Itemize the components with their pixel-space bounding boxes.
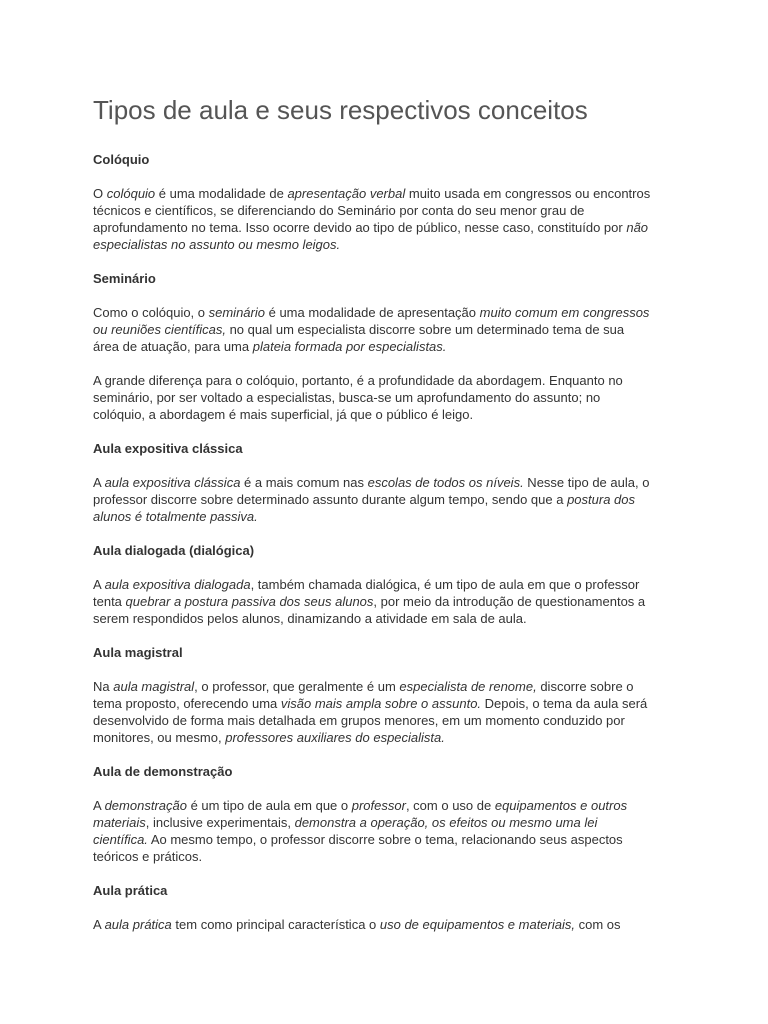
text-run: A xyxy=(93,798,105,813)
italic-text: aula expositiva dialogada xyxy=(104,577,251,592)
text-run: , o professor, que geralmente é um xyxy=(194,679,400,694)
section-paragraph xyxy=(93,797,683,865)
text-run: Como o colóquio, o xyxy=(93,305,209,320)
italic-text: demonstração xyxy=(104,798,187,813)
text-line xyxy=(93,797,683,814)
section-paragraph xyxy=(93,474,683,525)
italic-text: não xyxy=(626,220,649,235)
section-heading: Seminário xyxy=(93,271,156,286)
text-line xyxy=(93,406,683,423)
italic-text: seminário xyxy=(208,305,265,320)
text-run: colóquio, a abordagem é mais superficial, já que o público é leigo. xyxy=(93,407,474,422)
text-line xyxy=(93,729,683,746)
text-run: O xyxy=(93,186,107,201)
text-run: , por meio da introdução de questionamentos a xyxy=(373,594,646,609)
text-run: monitores, ou mesmo, xyxy=(93,730,226,745)
text-run: Ao mesmo tempo, o professor discorre sobre o tema, relacionando seus aspectos xyxy=(147,832,623,847)
text-run: , com o uso de xyxy=(405,798,495,813)
text-line xyxy=(93,491,683,508)
section-paragraph xyxy=(93,678,683,746)
italic-text: professor xyxy=(351,798,406,813)
section-heading: Colóquio xyxy=(93,152,150,167)
italic-text: apresentação verbal xyxy=(287,186,406,201)
text-run: tenta xyxy=(93,594,126,609)
text-run: aprofundamento no tema. Isso ocorre devido ao tipo de público, nesse caso, constituído por xyxy=(93,220,627,235)
text-line xyxy=(93,610,683,627)
section xyxy=(93,525,683,627)
text-line xyxy=(93,916,683,933)
italic-text: postura dos xyxy=(567,492,635,507)
italic-text: equipamentos e outros xyxy=(494,798,628,813)
text-line xyxy=(93,678,683,695)
italic-text: uso de equipamentos e materiais, xyxy=(379,917,575,932)
section xyxy=(93,865,683,933)
section-paragraph xyxy=(93,372,683,423)
text-run: teóricos e práticos. xyxy=(93,849,203,864)
italic-text: científica. xyxy=(93,832,148,847)
text-run: , inclusive experimentais, xyxy=(145,815,295,830)
text-run: com os xyxy=(575,917,621,932)
italic-text: especialista de renome, xyxy=(399,679,537,694)
italic-text: alunos é totalmente passiva. xyxy=(93,509,258,524)
sections-container xyxy=(93,151,683,933)
section-paragraph xyxy=(93,304,683,355)
section xyxy=(93,423,683,525)
text-run: tem como principal característica o xyxy=(171,917,380,932)
text-run: serem respondidos pelos alunos, dinamizando a atividade em sala de aula. xyxy=(93,611,527,626)
text-line xyxy=(93,389,683,406)
text-run: A grande diferença para o colóquio, portanto, é a profundidade da abordagem. Enquanto no xyxy=(93,373,623,388)
italic-text: quebrar a postura passiva dos seus alunos xyxy=(125,594,374,609)
text-run: é uma modalidade de xyxy=(155,186,288,201)
text-line xyxy=(93,372,683,389)
text-run: A xyxy=(93,917,105,932)
text-run: é uma modalidade de apresentação xyxy=(264,305,480,320)
italic-text: aula prática xyxy=(104,917,172,932)
italic-text: aula expositiva clássica xyxy=(104,475,241,490)
italic-text: plateia formada por especialistas. xyxy=(252,339,447,354)
section-heading: Aula de demonstração xyxy=(93,764,233,779)
text-run: área de atuação, para uma xyxy=(93,339,253,354)
italic-text: escolas de todos os níveis. xyxy=(367,475,524,490)
italic-text: muito comum em congressos xyxy=(479,305,650,320)
section xyxy=(93,627,683,746)
text-run: é um tipo de aula em que o xyxy=(186,798,352,813)
text-line xyxy=(93,593,683,610)
text-run: tema proposto, oferecendo uma xyxy=(93,696,281,711)
text-line xyxy=(93,338,683,355)
italic-text: materiais xyxy=(93,815,146,830)
section-heading: Aula prática xyxy=(93,883,168,898)
text-line xyxy=(93,508,683,525)
text-run: muito usada em congressos ou encontros xyxy=(405,186,651,201)
text-line xyxy=(93,185,683,202)
text-run: seminário, por ser voltado a especialistas, busca-se um aprofundamento do assunto; no xyxy=(93,390,601,405)
text-run: Nesse tipo de aula, o xyxy=(523,475,650,490)
text-run: A xyxy=(93,577,105,592)
section xyxy=(93,746,683,865)
text-run: A xyxy=(93,475,105,490)
text-run: é a mais comum nas xyxy=(240,475,368,490)
text-line xyxy=(93,712,683,729)
italic-text: demonstra a operação, os efeitos ou mesmo uma lei xyxy=(294,815,598,830)
section-heading: Aula dialogada (dialógica) xyxy=(93,543,255,558)
text-line xyxy=(93,831,683,848)
section-heading: Aula expositiva clássica xyxy=(93,441,243,456)
section xyxy=(93,253,683,423)
section-paragraph xyxy=(93,916,683,933)
text-run: técnicos e científicos, se diferenciando do Seminário por conta do seu menor grau de xyxy=(93,203,585,218)
text-line xyxy=(93,321,683,338)
text-line xyxy=(93,474,683,491)
section-heading: Aula magistral xyxy=(93,645,183,660)
text-run: Na xyxy=(93,679,114,694)
italic-text: ou reuniões científicas, xyxy=(93,322,226,337)
italic-text: aula magistral xyxy=(113,679,195,694)
text-line xyxy=(93,814,683,831)
text-line xyxy=(93,202,683,219)
text-line xyxy=(93,304,683,321)
text-run: desenvolvido de forma mais detalhada em grupos menores, em um momento conduzido por xyxy=(93,713,625,728)
document-body xyxy=(93,94,683,933)
page-title: Tipos de aula e seus respectivos conceitos xyxy=(93,95,588,125)
section xyxy=(93,151,683,253)
text-run: professor discorre sobre determinado assunto durante algum tempo, sendo que a xyxy=(93,492,568,507)
text-line xyxy=(93,219,683,236)
text-run: discorre sobre o xyxy=(536,679,634,694)
text-run: , também chamada dialógica, é um tipo de aula em que o professor xyxy=(250,577,640,592)
italic-text: colóquio xyxy=(106,186,156,201)
italic-text: professores auxiliares do especialista. xyxy=(225,730,445,745)
text-line xyxy=(93,695,683,712)
section-paragraph xyxy=(93,185,683,253)
italic-text: especialistas no assunto ou mesmo leigos. xyxy=(93,237,341,252)
text-line xyxy=(93,576,683,593)
text-run: Depois, o tema da aula será xyxy=(481,696,648,711)
text-run: no qual um especialista discorre sobre um determinado tema de sua xyxy=(225,322,625,337)
section-paragraph xyxy=(93,576,683,627)
text-line xyxy=(93,236,683,253)
text-line xyxy=(93,848,683,865)
italic-text: visão mais ampla sobre o assunto. xyxy=(280,696,482,711)
